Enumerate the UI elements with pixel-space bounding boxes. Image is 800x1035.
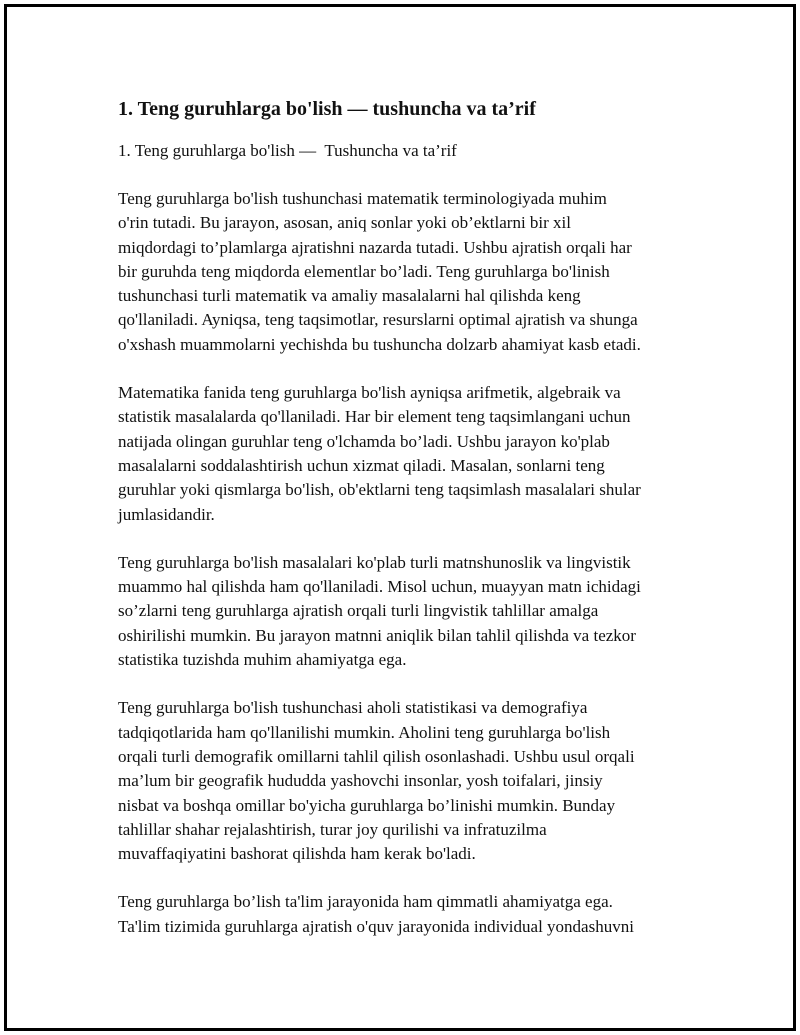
paragraph-line: muammo hal qilishda ham qo'llaniladi. Misol uchun, muayyan matn ichidagi xyxy=(118,577,641,597)
paragraph-line: natijada olingan guruhlar teng o'lchamda bo’ladi. Ushbu jarayon ko'plab xyxy=(118,431,610,451)
paragraph-line: qo'llaniladi. Ayniqsa, teng taqsimotlar, resurslarni optimal ajratish va shunga xyxy=(118,310,638,330)
paragraph-line: Teng guruhlarga bo'lish tushunchasi aholi statistikasi va demografiya xyxy=(118,698,588,718)
paragraph-line: tahlillar shahar rejalashtirish, turar joy qurilishi va infratuzilma xyxy=(118,819,547,839)
paragraph-line: miqdordagi to’plamlarga ajratishni nazarda tutadi. Ushbu ajratish orqali har xyxy=(118,237,632,257)
paragraph-line: Teng guruhlarga bo’lish ta'lim jarayonida ham qimmatli ahamiyatga ega. xyxy=(118,892,613,912)
paragraph-line: orqali turli demografik omillarni tahlil qilish osonlashadi. Ushbu usul orqali xyxy=(118,746,635,766)
paragraph-line: jumlasidandir. xyxy=(118,504,215,524)
paragraph-line: ma’lum bir geografik hududda yashovchi insonlar, yosh toifalari, jinsiy xyxy=(118,771,603,791)
page-title: 1. Teng guruhlarga bo'lish — tushuncha va ta’rif xyxy=(118,98,536,120)
paragraph-line: muvaffaqiyatini bashorat qilishda ham kerak bo'ladi. xyxy=(118,844,476,864)
paragraph-line: tushunchasi turli matematik va amaliy masalalarni hal qilishda keng xyxy=(118,286,581,306)
paragraph-line: statistik masalalarda qo'llaniladi. Har bir element teng taqsimlangani uchun xyxy=(118,407,631,427)
paragraph-5 xyxy=(118,890,698,939)
paragraph-line: statistika tuzishda muhim ahamiyatga ega. xyxy=(118,650,407,670)
paragraph-line: o'xshash muammolarni yechishda bu tushuncha dolzarb ahamiyat kasb etadi. xyxy=(118,334,641,354)
paragraph-line: tadqiqotlarida ham qo'llanilishi mumkin. Aholini teng guruhlarga bo'lish xyxy=(118,722,611,742)
paragraph-line: Teng guruhlarga bo'lish masalalari ko'plab turli matnshunoslik va lingvistik xyxy=(118,552,631,572)
paragraph-line: oshirilishi mumkin. Bu jarayon matnni aniqlik bilan tahlil qilishda va tezkor xyxy=(118,625,636,645)
document-body xyxy=(118,95,698,939)
paragraph-3 xyxy=(118,551,698,672)
paragraph-line: guruhlar yoki qismlarga bo'lish, ob'ektlarni teng taqsimlash masalalari shular xyxy=(118,480,641,500)
paragraph-line: so’zlarni teng guruhlarga ajratish orqali turli lingvistik tahlillar amalga xyxy=(118,601,599,621)
section-subtitle: 1. Teng guruhlarga bo'lish — Tushuncha va ta’rif xyxy=(118,141,457,160)
paragraph-line: Ta'lim tizimida guruhlarga ajratish o'quv jarayonida individual yondashuvni xyxy=(118,916,634,936)
document-page xyxy=(4,4,796,1031)
paragraph-line: bir guruhda teng miqdorda elementlar bo’ladi. Teng guruhlarga bo'linish xyxy=(118,261,610,281)
paragraph-4 xyxy=(118,696,698,866)
paragraph-line: nisbat va boshqa omillar bo'yicha guruhlarga bo’linishi mumkin. Bunday xyxy=(118,795,616,815)
paragraph-line: masalalarni soddalashtirish uchun xizmat qiladi. Masalan, sonlarni teng xyxy=(118,455,605,475)
paragraph-line: o'rin tutadi. Bu jarayon, asosan, aniq sonlar yoki ob’ektlarni bir xil xyxy=(118,213,571,233)
paragraph-line: Matematika fanida teng guruhlarga bo'lish ayniqsa arifmetik, algebraik va xyxy=(118,383,621,403)
paragraph-1 xyxy=(118,187,698,357)
paragraph-line: Teng guruhlarga bo'lish tushunchasi matematik terminologiyada muhim xyxy=(118,189,607,208)
paragraph-2 xyxy=(118,381,698,527)
